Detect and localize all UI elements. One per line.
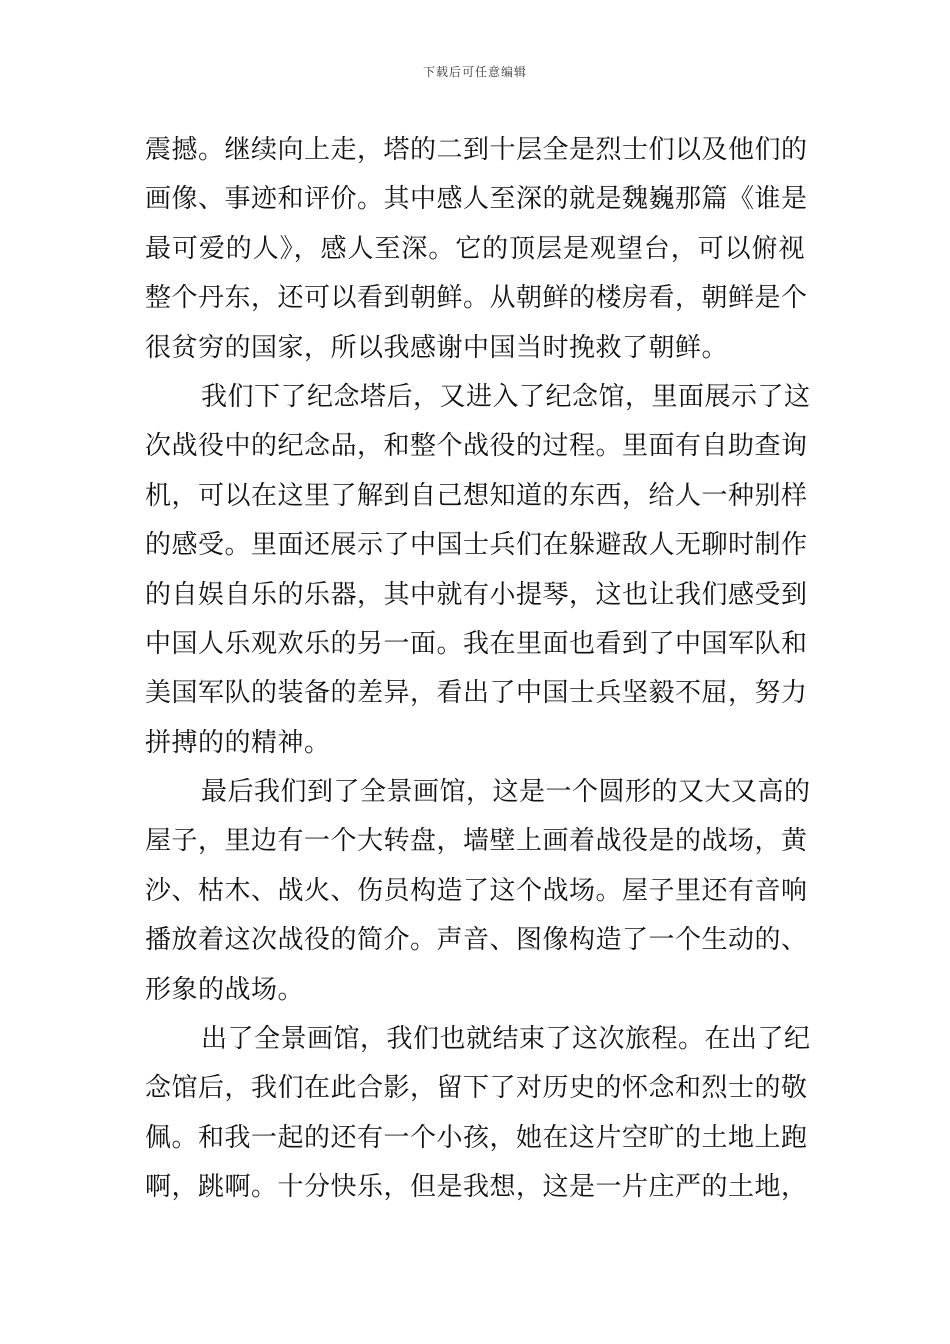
text-line: 拼搏的的精神。 <box>145 727 331 758</box>
text-line: 念馆后，我们在此合影，留下了对历史的怀念和烈士的敬 <box>145 1073 808 1104</box>
text-line: 佩。和我一起的还有一个小孩，她在这片空旷的土地上跑 <box>145 1122 808 1153</box>
text-line: 播放着这次战役的简介。声音、图像构造了一个生动的、 <box>145 925 808 956</box>
paragraph-4 <box>145 1015 811 1213</box>
text-line: 形象的战场。 <box>145 974 305 1005</box>
text-line: 的自娱自乐的乐器，其中就有小提琴，这也让我们感受到 <box>145 579 808 610</box>
body-text <box>145 126 811 1213</box>
text-line: 整个丹东，还可以看到朝鲜。从朝鲜的楼房看，朝鲜是个 <box>145 283 808 314</box>
text-line: 沙、枯木、战火、伤员构造了这个战场。屋子里还有音响 <box>145 875 808 906</box>
text-line: 中国人乐观欢乐的另一面。我在里面也看到了中国军队和 <box>145 628 808 659</box>
text-line: 次战役中的纪念品，和整个战役的过程。里面有自助查询 <box>145 431 808 462</box>
text-line: 美国军队的装备的差异，看出了中国士兵坚毅不屈，努力 <box>145 678 808 709</box>
text-line: 屋子，里边有一个大转盘，墙壁上画着战役是的战场，黄 <box>145 826 808 857</box>
text-line: 的感受。里面还展示了中国士兵们在躲避敌人无聊时制作 <box>145 530 808 561</box>
text-line: 啊，跳啊。十分快乐，但是我想，这是一片庄严的土地， <box>145 1172 808 1203</box>
text-line: 我们下了纪念塔后，又进入了纪念馆，里面展示了这 <box>201 381 811 412</box>
text-line: 很贫穷的国家，所以我感谢中国当时挽救了朝鲜。 <box>145 332 729 363</box>
page-header: 下载后可任意编辑 <box>422 65 527 79</box>
text-line: 出了全景画馆，我们也就结束了这次旅程。在出了纪 <box>201 1024 811 1055</box>
text-line: 画像、事迹和评价。其中感人至深的就是魏巍那篇《谁是 <box>145 184 808 215</box>
text-line: 最后我们到了全景画馆，这是一个圆形的又大又高的 <box>201 777 811 808</box>
text-line: 最可爱的人》，感人至深。它的顶层是观望台，可以俯视 <box>145 233 805 264</box>
paragraph-2 <box>145 373 811 768</box>
paragraph-1 <box>145 126 808 373</box>
text-line: 震撼。继续向上走，塔的二到十层全是烈士们以及他们的 <box>145 135 808 165</box>
text-line: 机，可以在这里了解到自己想知道的东西，给人一种别样 <box>145 480 808 511</box>
paragraph-3 <box>145 768 811 1015</box>
